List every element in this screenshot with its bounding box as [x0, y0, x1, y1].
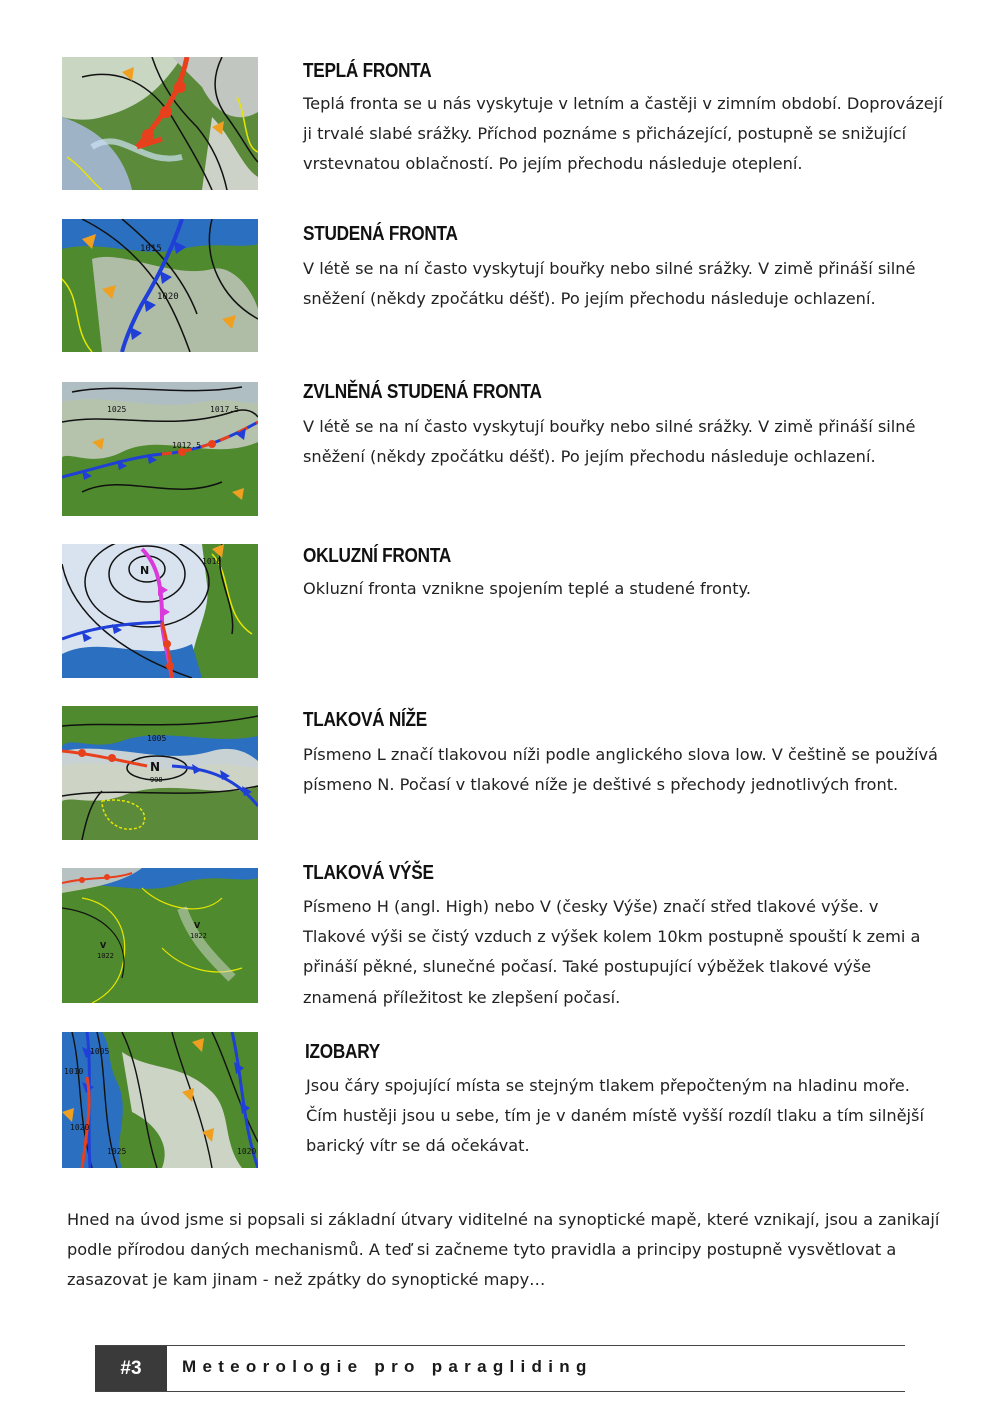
isobar-label: 1017.5: [210, 405, 239, 414]
wavy-cold-front-map: [62, 382, 258, 516]
isobar-label: 1010: [64, 1067, 84, 1076]
low-pressure-letter: N: [150, 760, 161, 774]
isobars-map: [62, 1032, 258, 1168]
section-text: Okluzní fronta vznikne spojením teplé a studené fronty.: [303, 579, 751, 598]
section-title: STUDENÁ FRONTA: [303, 223, 458, 245]
section-title: OKLUZNÍ FRONTA: [303, 545, 451, 567]
cold-front-map: [62, 219, 258, 352]
section-text: Písmeno L značí tlakovou níži podle anglického slova low. V češtině se používá písmeno N. Počasí v tlakové níže je deštivé s přechody jednotlivých front.: [303, 745, 938, 795]
isobar-label: 1012.5: [172, 441, 201, 450]
isobar-label: 1005: [147, 734, 167, 743]
section-text: Teplá fronta se u nás vyskytuje v letním a častěji v zimním období. Doprovázejí ji trvalé slabé srážky. Příchod poznáme s přicházející, postupně se snižující vrstevnatou oblačností. Po jejím přechodu následuje oteplení.: [303, 94, 943, 174]
section-title: IZOBARY: [305, 1041, 380, 1063]
isobar-label: 1020: [70, 1123, 90, 1132]
footer-title: Meteorologie pro paragliding: [182, 1357, 593, 1376]
high-pressure-letter: V: [100, 941, 107, 950]
section-text: V létě se na ní často vyskytují bouřky nebo silné srážky. V zimě přináší silné sněžení (někdy zpočátku déšť). Po jejím přechodu následuje ochlazení.: [303, 259, 916, 309]
high-pressure-letter: V: [194, 921, 201, 930]
isobar-label: 1022: [97, 952, 114, 960]
isobar-label: 1020: [237, 1147, 257, 1156]
section-text: Písmeno H (angl. High) nebo V (česky Výše) značí střed tlakové výše. v Tlakové výši se čistý vzduch z výšek kolem 10km postupně spouští k zemi a přináší pěkné, slunečné počasí. Také postupující výběžek tlakové výše znamená příležitost ke zlepšení počasí.: [303, 897, 921, 1007]
section-text: Jsou čáry spojující místa se stejným tlakem přepočteným na hladinu moře. Čím hustěji jsou u sebe, tím je v daném místě vyšší rozdíl tlaku a tím silnější barický vítr se dá očekávat.: [306, 1076, 924, 1156]
section-title: TLAKOVÁ NÍŽE: [303, 709, 428, 731]
section-text: V létě se na ní často vyskytují bouřky nebo silné srážky. V zimě přináší silné sněžení (někdy zpočátku déšť). Po jejím přechodu následuje ochlazení.: [303, 417, 916, 467]
section-title: TEPLÁ FRONTA: [303, 60, 432, 82]
isobar-label: 1025: [107, 1147, 127, 1156]
isobar-label: 1015: [140, 244, 162, 254]
footer-top-rule: [95, 1345, 905, 1346]
warm-front-map: [62, 57, 258, 190]
isobar-label: 1005: [90, 1047, 110, 1056]
isobar-label: 1022: [190, 932, 207, 940]
occluded-front-map: [62, 544, 258, 678]
page-number: #3: [95, 1346, 167, 1392]
low-pressure-letter: N: [140, 564, 150, 577]
isobar-label: 1010: [202, 557, 222, 566]
section-title: ZVLNĚNÁ STUDENÁ FRONTA: [303, 381, 542, 403]
footer-bottom-rule: [95, 1391, 905, 1392]
isobar-label: 1025: [107, 405, 127, 414]
closing-paragraph: Hned na úvod jsme si popsali si základní útvary viditelné na synoptické mapě, které vznikají, jsou a zanikají podle přírodou daných mechanismů. A teď si začneme tyto pravidla a principy postupně vysvětlovat a zasazovat je kam jinam - než zpátky do synoptické mapy…: [67, 1210, 940, 1290]
isobar-label: 998: [150, 776, 163, 784]
low-pressure-map: [62, 706, 258, 840]
high-pressure-map: [62, 868, 258, 1003]
isobar-label: 1020: [157, 292, 179, 302]
section-title: TLAKOVÁ VÝŠE: [303, 862, 434, 884]
